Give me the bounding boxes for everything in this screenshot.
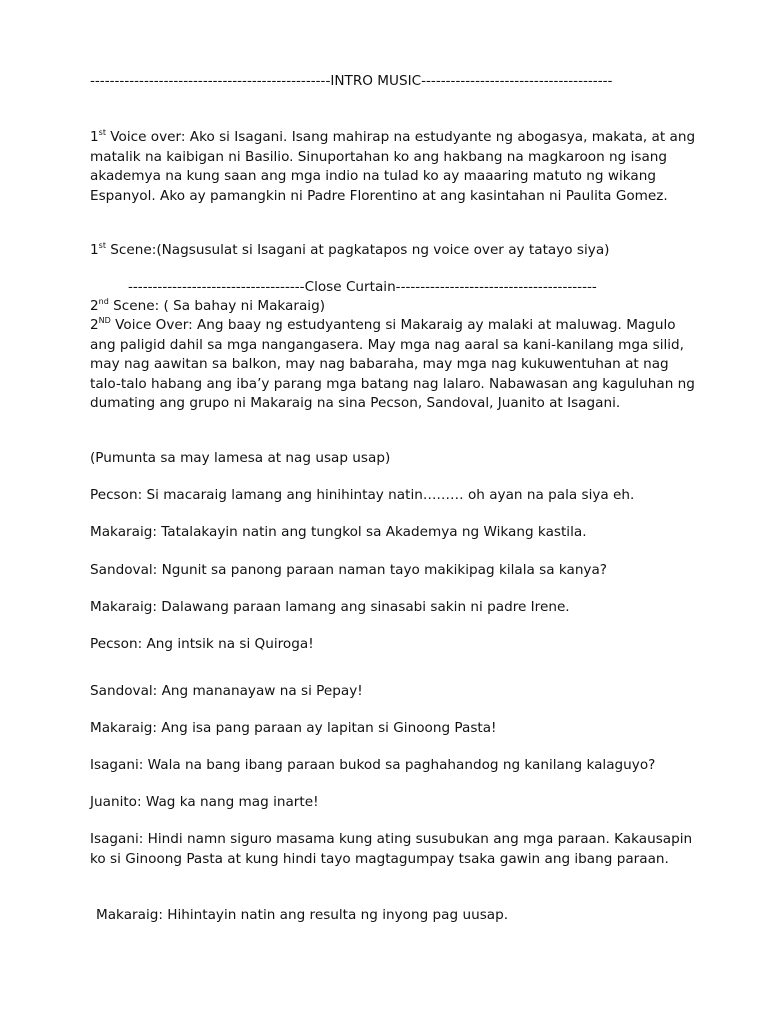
intro-music-heading: -------------------------------------------------INTRO MUSIC--------------------------------------- <box>90 73 613 89</box>
second-voice-over <box>90 316 700 414</box>
stage-direction: (Pumunta sa may lamesa at nag usap usap) <box>90 450 391 466</box>
dialogue-line: Makaraig: Tatalakayin natin ang tungkol sa Akademya ng Wikang kastila. <box>90 524 587 540</box>
first-voice-over <box>90 128 700 206</box>
first-scene <box>90 241 710 261</box>
second-scene <box>90 297 710 317</box>
voice2-number: 2 <box>90 317 99 333</box>
voice1-number: 1 <box>90 129 99 145</box>
dialogue-paragraph: Isagani: Hindi namn siguro masama kung ating susubukan ang mga paraan. Kakausapin ko si Ginoong Pasta at kung hindi tayo magtagumpay tsaka gawin ang ibang paraan. <box>90 831 693 867</box>
dialogue-line: Pecson: Si macaraig lamang ang hinihintay natin……… oh ayan na pala siya eh. <box>90 487 635 503</box>
scene2-text: Scene: ( Sa bahay ni Makaraig) <box>108 298 326 314</box>
dialogue-line: Juanito: Wag ka nang mag inarte! <box>90 794 319 810</box>
voice1-label: Voice over: <box>105 129 186 145</box>
scene1-text: Scene:(Nagsusulat si Isagani at pagkatapos ng voice over ay tatayo siya) <box>105 242 610 258</box>
dialogue-line: Makaraig: Hihintayin natin ang resulta ng inyong pag uusap. <box>96 907 509 923</box>
dialogue-line: Sandoval: Ngunit sa panong paraan naman tayo makikipag kilala sa kanya? <box>90 562 608 578</box>
close-curtain-divider: ------------------------------------Close Curtain----------------------------------------- <box>128 279 597 295</box>
voice1-text: Ako si Isagani. Isang mahirap na estudyante ng abogasya, makata, at ang matalik na kaibigan ni Basilio. Sinuportahan ko ang hakbang na magkaroon ng isang akademya na kung saan ang mga indio na tulad ko ay maaaring matuto ng wikang Espanyol. Ako ay pamangkin ni Padre Florentino at ang kasintahan ni Paulita Gomez. <box>90 129 696 204</box>
scene1-number: 1 <box>90 242 99 258</box>
dialogue-line: Pecson: Ang intsik na si Quiroga! <box>90 636 314 652</box>
dialogue-line: Makaraig: Dalawang paraan lamang ang sinasabi sakin ni padre Irene. <box>90 599 570 615</box>
dialogue-line: Sandoval: Ang mananayaw na si Pepay! <box>90 683 363 699</box>
dialogue-line: Makaraig: Ang isa pang paraan ay lapitan si Ginoong Pasta! <box>90 720 497 736</box>
voice2-ordinal: ND <box>98 316 111 325</box>
scene2-ordinal: nd <box>98 297 109 306</box>
scene2-number: 2 <box>90 298 99 314</box>
voice1-ordinal: st <box>98 128 106 137</box>
dialogue-line: Isagani: Wala na bang ibang paraan bukod sa paghahandog ng kanilang kalaguyo? <box>90 757 656 773</box>
scene1-ordinal: st <box>98 241 106 250</box>
voice2-text: Voice Over: Ang baay ng estudyanteng si Makaraig ay malaki at maluwag. Magulo ang paligid dahil sa mga nangangasera. May mga nag aaral sa kani-kanilang mga silid, may nag aawitan sa balkon, may nag babaraha, may mga nag kukuwentuhan at nag talo-talo habang ang iba’y parang mga batang nag lalaro. Nabawasan ang kaguluhan ng dumating ang grupo ni Makaraig na sina Pecson, Sandoval, Juanito at Isagani. <box>90 317 695 412</box>
